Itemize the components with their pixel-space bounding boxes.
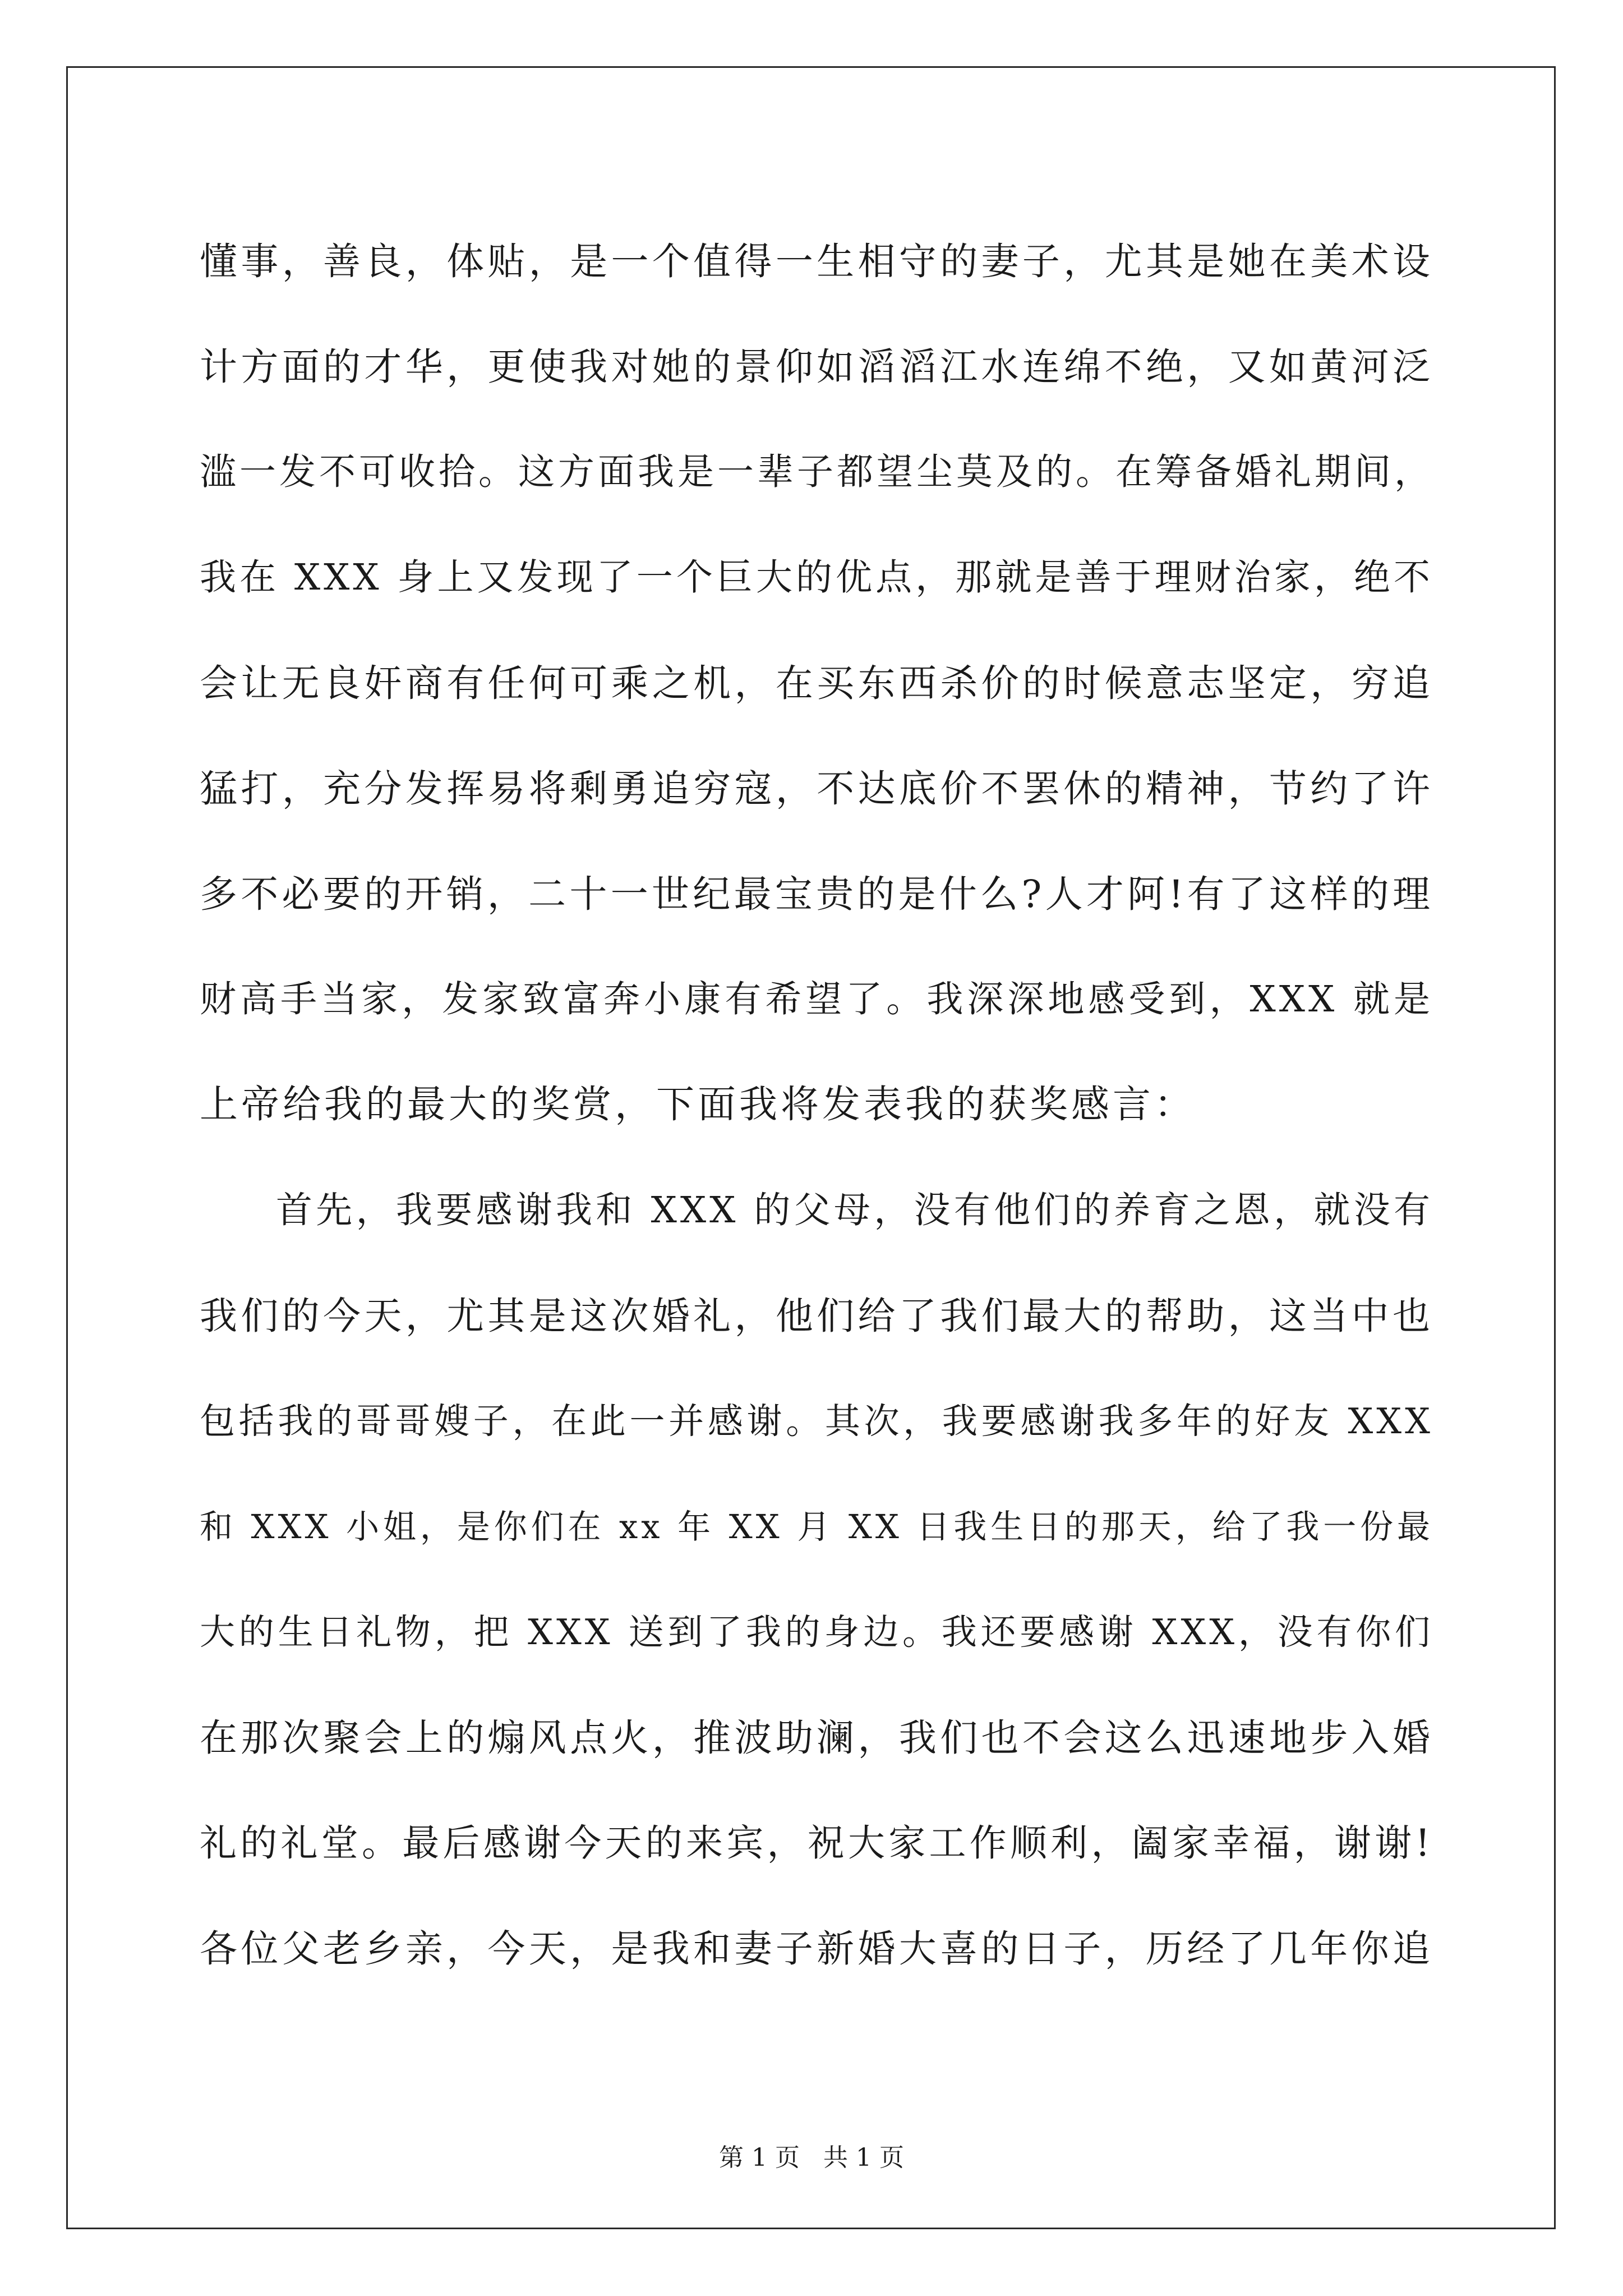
text-line: 滥一发不可收拾。这方面我是一辈子都望尘莫及的。在筹备婚礼期间，: [200, 451, 1435, 493]
text-line: 多不必要的开销，二十一世纪最宝贵的是什么?人才阿!有了这样的理: [200, 872, 1433, 916]
text-line: 包括我的哥哥嫂子，在此一并感谢。其次，我要感谢我多年的好友 XXX: [200, 1401, 1433, 1442]
text-line: 懂事，善良，体贴，是一个值得一生相守的妻子，尤其是她在美术设: [200, 240, 1433, 283]
text-line: 猛打，充分发挥易将剩勇追穷寇，不达底价不罢休的精神，节约了许: [200, 767, 1433, 811]
paragraph-first-line: 首先，我要感谢我和 XXX 的父母，没有他们的养育之恩，就没有: [276, 1189, 1433, 1231]
text-line: 礼的礼堂。最后感谢今天的来宾，祝大家工作顺利，阖家幸福，谢谢!: [200, 1821, 1433, 1865]
text-line: 各位父老乡亲，今天，是我和妻子新婚大喜的日子，历经了几年你追: [200, 1927, 1433, 1971]
text-line: 和 XXX 小姐，是你们在 xx 年 XX 月 XX 日我生日的那天，给了我一份最: [200, 1507, 1433, 1546]
text-line: 会让无良奸商有任何可乘之机，在买东西杀价的时候意志坚定，穷追: [200, 661, 1433, 705]
text-line: 财高手当家，发家致富奔小康有希望了。我深深地感受到，XXX 就是: [200, 978, 1433, 1020]
document-body: [200, 209, 1433, 2001]
text-line: 我们的今天，尤其是这次婚礼，他们给了我们最大的帮助，这当中也: [200, 1294, 1433, 1338]
text-line: 在那次聚会上的煽风点火，推波助澜，我们也不会这么迅速地步入婚: [200, 1716, 1433, 1760]
text-line: 计方面的才华，更使我对她的景仰如滔滔江水连绵不绝，又如黄河泛: [200, 345, 1433, 389]
text-line: 我在 XXX 身上又发现了一个巨大的优点，那就是善于理财治家，绝不: [200, 556, 1433, 599]
text-line: 上帝给我的最大的奖赏，下面我将发表我的获奖感言：: [200, 1083, 1196, 1127]
page-number-footer: 第 1 页 共 1 页: [719, 2143, 904, 2172]
text-line: 大的生日礼物，把 XXX 送到了我的身边。我还要感谢 XXX，没有你们: [200, 1612, 1433, 1653]
